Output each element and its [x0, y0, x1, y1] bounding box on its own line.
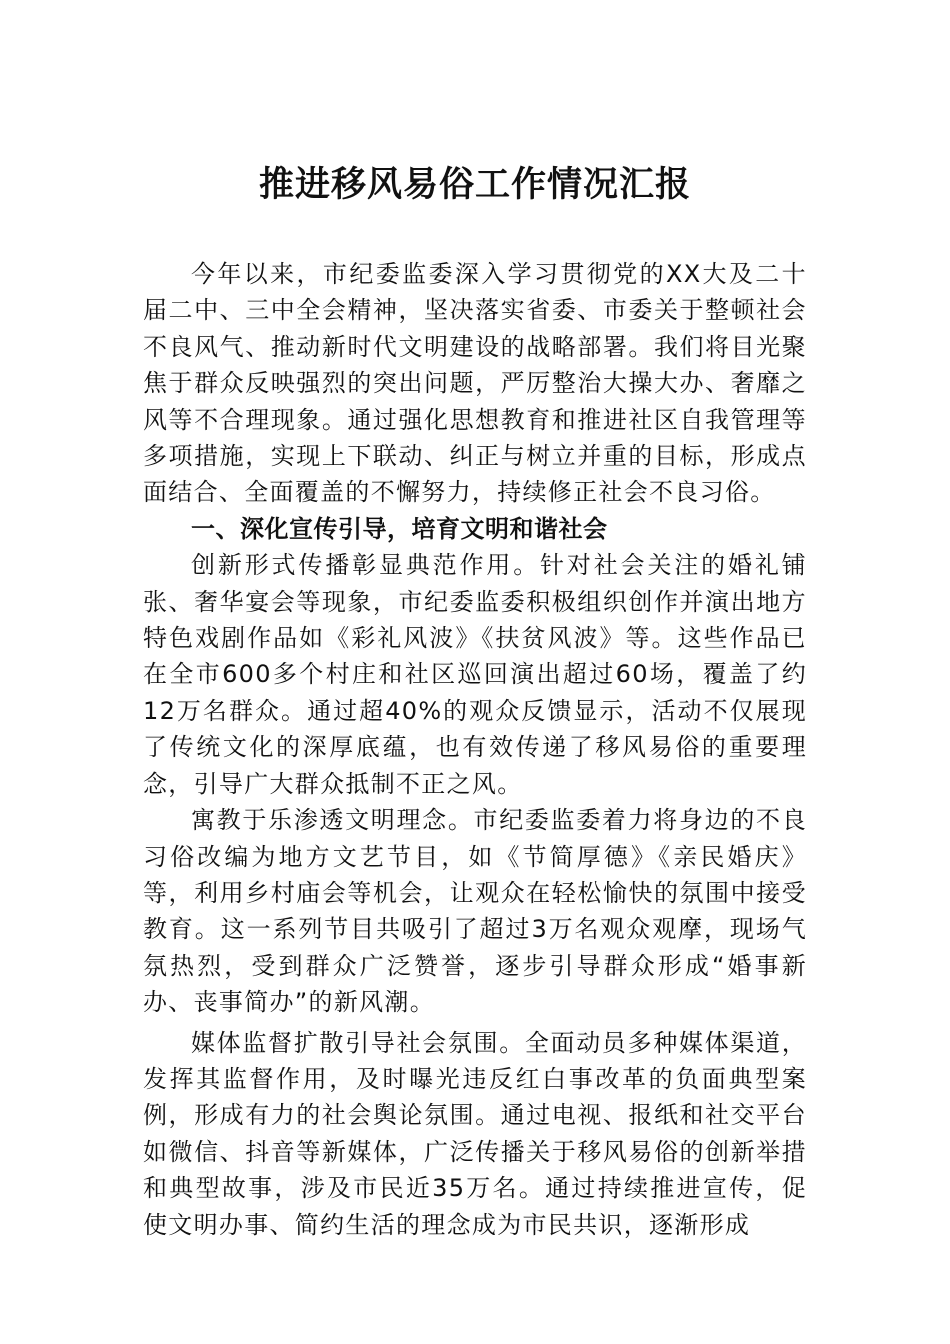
intro-paragraph: 今年以来，市纪委监委深入学习贯彻党的XX大及二十届二中、三中全会精神，坚决落实省委、市委关于整顿社会不良风气、推动新时代文明建设的战略部署。我们将目光聚焦于群众反映强烈的突出问题，严厉整治大操大办、奢靡之风等不合理现象。通过强化思想教育和推进社区自我管理等多项措施，实现上下联动、纠正与树立并重的目标，形成点面结合、全面覆盖的不懈努力，持续修正社会不良习俗。	[143, 260, 807, 507]
document-title: 推进移风易俗工作情况汇报	[258, 164, 691, 205]
section-heading: 一、深化宣传引导，培育文明和谐社会	[191, 514, 608, 543]
body-paragraph: 寓教于乐渗透文明理念。市纪委监委着力将身边的不良习俗改编为地方文艺节目，如《节简厚德》《亲民婚庆》等，利用乡村庙会等机会，让观众在轻松愉快的氛围中接受教育。这一系列节目共吸引了超过3万名观众观摩，现场气氛热烈，受到群众广泛赞誉，逐步引导群众形成“婚事新办、丧事简办”的新风潮。	[143, 806, 807, 1017]
body-paragraph: 媒体监督扩散引导社会氛围。全面动员多种媒体渠道，发挥其监督作用，及时曝光违反红白事改革的负面典型案例，形成有力的社会舆论氛围。通过电视、报纸和社交平台如微信、抖音等新媒体，广泛传播关于移风易俗的创新举措和典型故事，涉及市民近35万名。通过持续推进宣传，促使文明办事、简约生活的理念成为市民共识，逐渐形成	[143, 1028, 807, 1239]
body-paragraph: 创新形式传播彰显典范作用。针对社会关注的婚礼铺张、奢华宴会等现象，市纪委监委积极组织创作并演出地方特色戏剧作品如《彩礼风波》《扶贫风波》等。这些作品已在全市600多个村庄和社区巡回演出超过60场，覆盖了约12万名群众。通过超40%的观众反馈显示，活动不仅展现了传统文化的深厚底蕴，也有效传递了移风易俗的重要理念，引导广大群众抵制不正之风。	[143, 551, 807, 798]
document-body	[143, 256, 807, 1243]
